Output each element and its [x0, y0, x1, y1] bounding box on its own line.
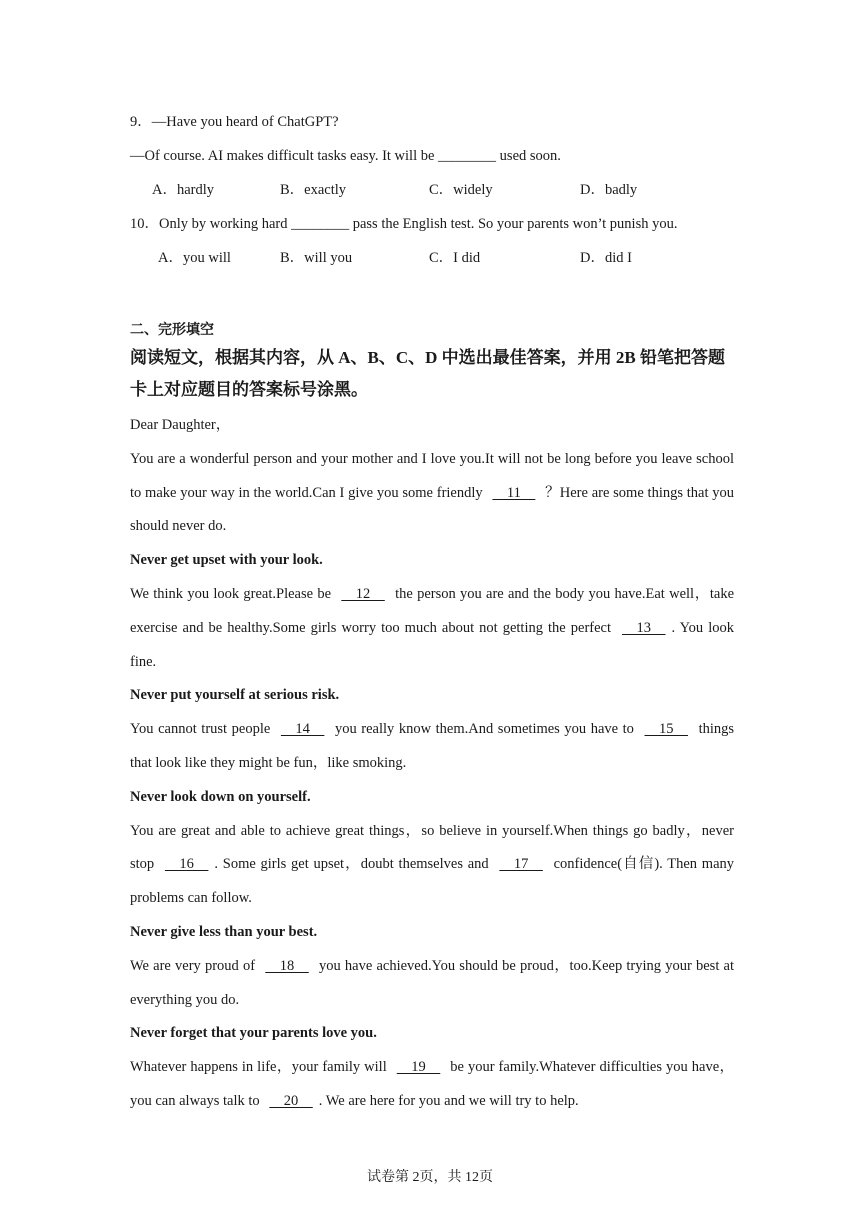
paragraph-text: . We are here for you and we will try to help.	[318, 1092, 579, 1109]
paragraph-text: Whatever happens in life，your family will	[130, 1059, 387, 1076]
blank-20[interactable]: 20	[269, 1092, 313, 1109]
q10-option-c[interactable]: C．I did	[429, 250, 481, 266]
question-9-answer-line: —Of course. AI makes difficult tasks easy. It will be ________ used soon.	[130, 148, 561, 164]
paragraph-text: you have achieved.You should be proud，too.Keep trying your best at everything you do.	[130, 957, 734, 1008]
blank-17[interactable]: 17	[499, 856, 543, 873]
paragraph-text: the person you are and the body you have.Eat well，take exercise and be healthy.Some girls worry too much about not getting the perfect	[130, 585, 735, 636]
blank-12[interactable]: 12	[341, 585, 385, 602]
paragraph-4	[130, 815, 734, 916]
q9-option-b[interactable]: B．exactly	[280, 182, 347, 198]
blank-16[interactable]: 16	[164, 856, 209, 873]
paragraph-text: You cannot trust people	[130, 721, 271, 738]
paragraph-text: You are a wonderful person and your mother and I love you.It will not be long before you leave school to make your way in the world.Can I give you some friendly	[130, 450, 734, 501]
page-footer: 试卷第 2页，共 12页	[367, 1170, 493, 1185]
paragraph-text: things that look like they might be fun，like smoking.	[130, 721, 735, 771]
q10-option-a[interactable]: A．you will	[158, 250, 231, 266]
paragraph-text: We are very proud of	[130, 957, 256, 974]
section-title: 二、完形填空	[130, 322, 214, 338]
paragraph-text: We think you look great.Please be	[130, 585, 332, 602]
paragraph-text: You are great and able to achieve great things，so believe in yourself.When things go badly，never stop	[130, 822, 734, 873]
heading-3: Never look down on yourself.	[130, 788, 311, 805]
heading-1: Never get upset with your look.	[130, 552, 323, 569]
q10-option-b[interactable]: B．will you	[280, 250, 353, 266]
blank-15[interactable]: 15	[644, 721, 689, 738]
blank-19[interactable]: 19	[396, 1059, 441, 1076]
question-9-stem: 9．—Have you heard of ChatGPT?	[130, 114, 339, 130]
paragraph-text: you really know them.And sometimes you have to	[334, 721, 634, 738]
paragraph-text: ？Here are some things that you should never do.	[130, 484, 735, 535]
q10-option-d[interactable]: D．did I	[580, 250, 632, 266]
letter-greeting: Dear Daughter，	[130, 417, 231, 433]
blank-13[interactable]: 13	[622, 619, 666, 636]
question-10-stem: 10．Only by working hard ________ pass the English test. So your parents won’t punish you.	[130, 216, 678, 232]
q9-option-a[interactable]: A．hardly	[152, 182, 215, 198]
paragraph-text: . Some girls get upset，doubt themselves and	[214, 856, 489, 873]
paragraph-text: . You look fine.	[130, 619, 734, 670]
blank-14[interactable]: 14	[280, 721, 325, 738]
heading-4: Never give less than your best.	[130, 923, 318, 940]
blank-11[interactable]: 11	[492, 484, 536, 501]
blank-18[interactable]: 18	[265, 957, 309, 974]
paragraph-3	[130, 713, 734, 781]
cloze-passage	[130, 409, 734, 1119]
paragraph-text: confidence(自信). Then many problems can follow.	[130, 856, 735, 907]
section-instruction: 阅读短文，根据其内容，从 A、B、C、D 中选出最佳答案，并用 2B 铅笔把答题卡上对应题目的答案标号涂黑。	[130, 348, 726, 399]
paragraph-2	[130, 578, 734, 679]
heading-2: Never put yourself at serious risk.	[130, 687, 340, 704]
heading-5: Never forget that your parents love you.	[130, 1025, 377, 1042]
paragraph-1	[130, 443, 734, 544]
paragraph-5	[130, 950, 734, 1018]
paragraph-6	[130, 1051, 734, 1119]
q9-option-d[interactable]: D．badly	[580, 182, 638, 198]
paragraph-text: be your family.Whatever difficulties you have，you can always talk to	[130, 1059, 735, 1109]
q9-option-c[interactable]: C．widely	[429, 182, 493, 198]
